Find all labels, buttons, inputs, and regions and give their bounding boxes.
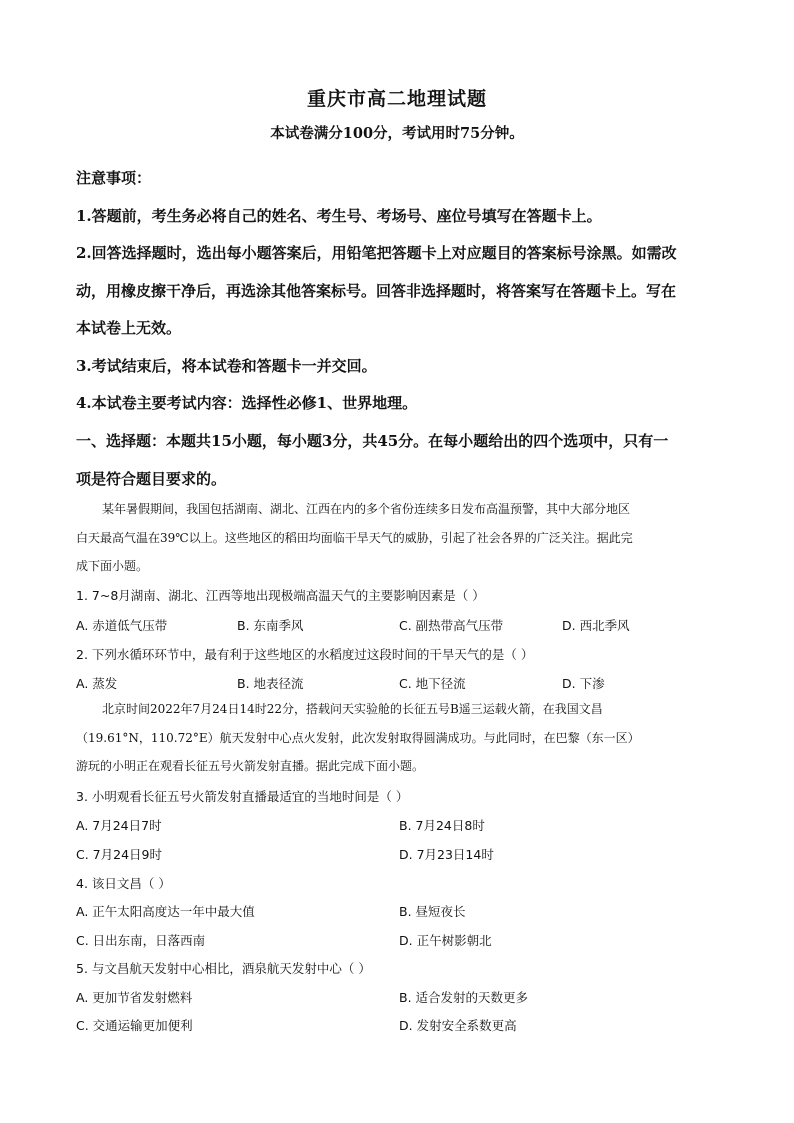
question-2-option-b: B. 地表径流 [237, 676, 304, 691]
question-2-option-a: A. 蒸发 [76, 676, 118, 691]
question-4-stem: 4. 该日文昌（ ） [76, 876, 171, 891]
question-2-stem: 2. 下列水循环环节中，最有利于这些地区的水稻度过这段时间的干旱天气的是（ ） [76, 647, 534, 662]
section-heading-line: 项是符合题目要求的。 [76, 469, 227, 488]
question-3-option-b: B. 7月24日8时 [399, 818, 485, 833]
question-3-option-c: C. 7月24日9时 [76, 847, 162, 862]
question-4-option-c: C. 日出东南，日落西南 [76, 933, 206, 948]
page-subtitle: 本试卷满分100分，考试用时75分钟。 [270, 125, 524, 142]
question-1-option-c: C. 副热带高气压带 [399, 618, 504, 633]
material-line: 白天最高气温在39℃以上。这些地区的稻田均面临干旱天气的威胁，引起了社会各界的广泛关注。据此完 [76, 530, 633, 545]
material-line: 成下面小题。 [76, 559, 149, 573]
material-2 [76, 695, 726, 781]
question-2-option-c: C. 地下径流 [399, 676, 466, 691]
notes-item: 动，用橡皮擦干净后，再选涂其他答案标号。回答非选择题时，将答案写在答题卡上。写在 [76, 281, 677, 300]
question-5-option-b: B. 适合发射的天数更多 [399, 990, 529, 1005]
notes-item: 1.答题前，考生务必将自己的姓名、考生号、考场号、座位号填写在答题卡上。 [76, 206, 602, 225]
notes-item: 本试卷上无效。 [76, 319, 182, 337]
page-title: 重庆市高二地理试题 [306, 88, 487, 110]
question-5-stem: 5. 与文昌航天发射中心相比，酒泉航天发射中心（ ） [76, 961, 371, 976]
question-3-option-a: A. 7月24日7时 [76, 818, 162, 833]
material-line: 北京时间2022年7月24日14时22分，搭载问天实验舱的长征五号B遥三运载火箭，在我国文昌 [102, 702, 603, 716]
question-5-option-a: A. 更加节省发射燃料 [76, 990, 193, 1005]
material-line: 某年暑假期间，我国包括湖南、湖北、江西在内的多个省份连续多日发布高温预警，其中大部分地区 [102, 502, 631, 516]
notes-heading: 注意事项： [76, 169, 152, 187]
section-heading-line: 一、选择题：本题共15小题，每小题3分，共45分。在每小题给出的四个选项中，只有一 [76, 432, 669, 450]
question-4-option-d: D. 正午树影朝北 [399, 933, 492, 948]
question-3-option-d: D. 7月23日14时 [399, 847, 494, 862]
notes-item: 3.考试结束后，将本试卷和答题卡一并交回。 [76, 356, 377, 375]
question-3-stem: 3. 小明观看长征五号火箭发射直播最适宜的当地时间是（ ） [76, 789, 409, 804]
question-5-option-c: C. 交通运输更加便利 [76, 1018, 193, 1033]
question-1-option-b: B. 东南季风 [237, 618, 304, 633]
question-1-stem: 1. 7~8月湖南、湖北、江西等地出现极端高温天气的主要影响因素是（ ） [76, 588, 485, 603]
question-4-option-a: A. 正午太阳高度达一年中最大值 [76, 904, 255, 919]
notes-item: 2.回答选择题时，选出每小题答案后，用铅笔把答题卡上对应题目的答案标号涂黑。如需改 [76, 244, 677, 262]
question-1-option-a: A. 赤道低气压带 [76, 618, 168, 633]
material-1 [76, 495, 726, 581]
notes-item: 4.本试卷主要考试内容：选择性必修1、世界地理。 [76, 394, 418, 412]
question-4-option-b: B. 昼短夜长 [399, 904, 466, 919]
question-2-option-d: D. 下渗 [562, 676, 605, 691]
material-line: 游玩的小明正在观看长征五号火箭发射直播。据此完成下面小题。 [76, 759, 425, 773]
notes-block [76, 160, 726, 423]
question-5-option-d: D. 发射安全系数更高 [399, 1018, 517, 1033]
section-heading [76, 423, 726, 498]
question-1-option-d: D. 西北季风 [562, 618, 630, 633]
material-line: （19.61°N，110.72°E）航天发射中心点火发射，此次发射取得圆满成功。与此同时，在巴黎（东一区） [76, 730, 640, 745]
